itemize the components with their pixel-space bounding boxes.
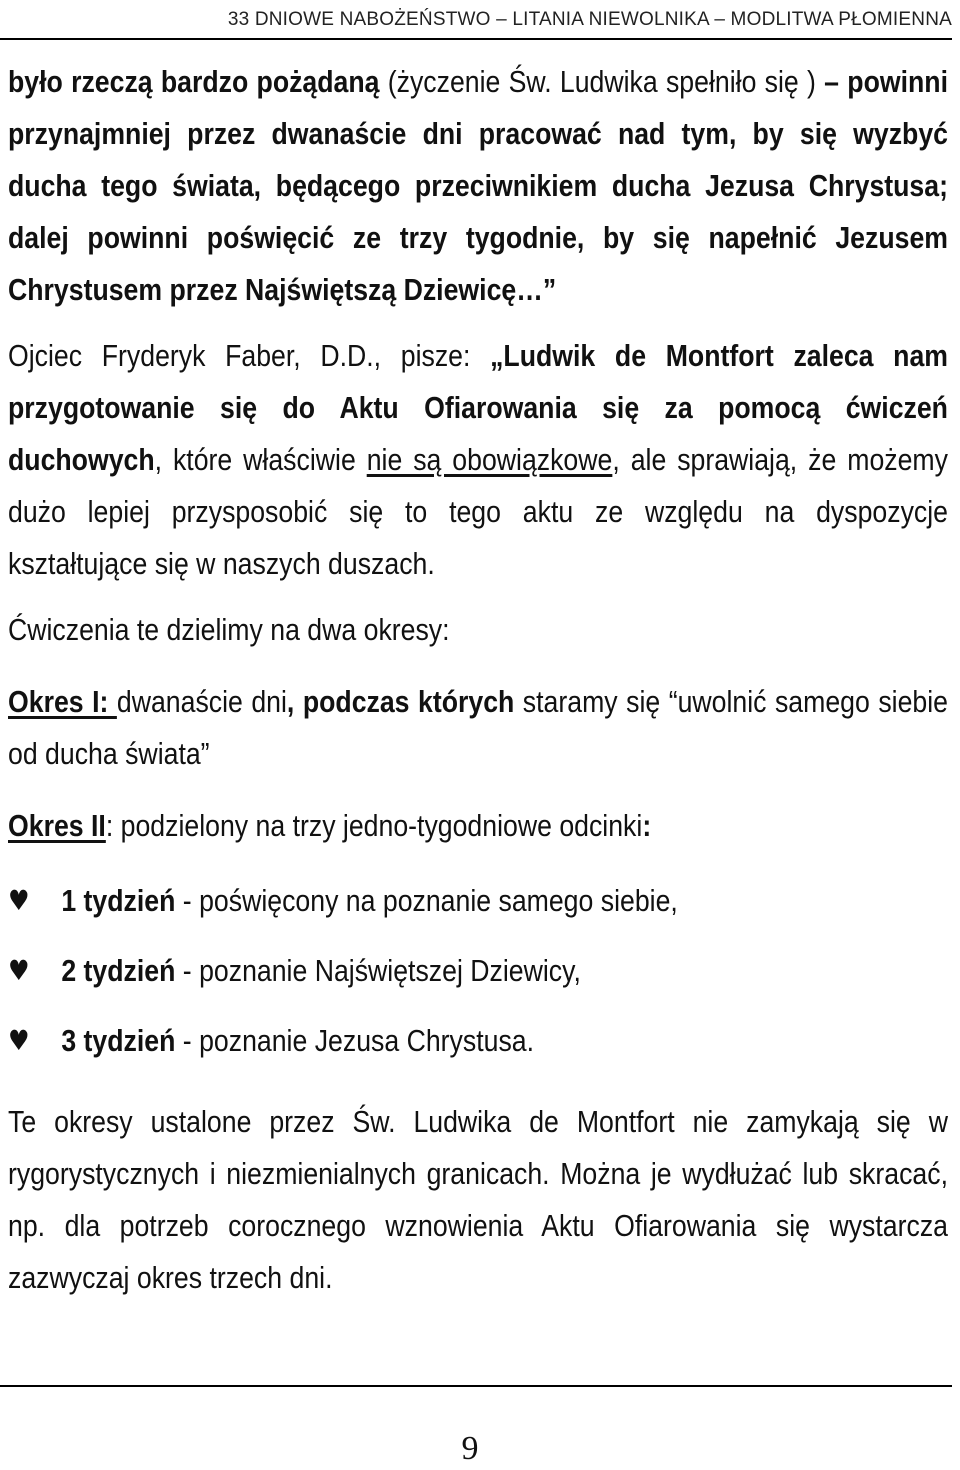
week-label: 1 tydzień xyxy=(61,883,176,918)
week-text: - poznanie Najświętszej Dziewicy, xyxy=(175,953,581,988)
paragraph-last: Te okresy ustalone przez Św. Ludwika de Montfort nie zamykają się w rygorystycznych i niezmienialnych granicach. Można je wydłużać lub skracać, np. dla potrzeb corocznego wznowienia Aktu Ofiarowania się wystarcza zazwyczaj okres trzech dni. xyxy=(8,1104,948,1295)
paragraph-2 xyxy=(8,330,948,590)
okres-2 xyxy=(8,800,948,852)
para1-bold-end: – powinni przynajmniej przez dwanaście dni pracować nad tym, by się wyzbyć ducha tego świata, będącego przeciwnikiem ducha Jezusa Chrystusa; dalej powinni poświęcić ze trzy tygodnie, by się napełnić Jezusem Chrystusem przez Najświętszą Dziewicę…” xyxy=(8,64,948,307)
week-label: 3 tydzień xyxy=(61,1023,176,1058)
footer-divider xyxy=(0,1385,952,1387)
para2-author: Ojciec Fryderyk Faber, D.D., pisze: xyxy=(8,338,491,373)
page-body xyxy=(8,56,948,1304)
para1-plain: (życzenie Św. Ludwika spełniło się ) xyxy=(379,64,825,99)
week-item xyxy=(8,1006,948,1076)
running-header: 33 DNIOWE NABOŻEŃSTWO – LITANIA NIEWOLNIKA – MODLITWA PŁOMIENNA xyxy=(227,9,952,30)
week-item xyxy=(8,866,948,936)
okres-1 xyxy=(8,676,948,780)
paragraph-1 xyxy=(8,56,948,316)
para2-rest: , ale sprawiają, że możemy dużo lepiej przysposobić się to tego aktu ze względu na dyspozycje kształtujące się w naszych duszach. xyxy=(8,442,948,581)
okres-1-rest: staramy się “uwolnić samego siebie od ducha świata” xyxy=(8,684,948,771)
week-label: 2 tydzień xyxy=(61,953,176,988)
header-divider xyxy=(0,38,952,40)
week-text: - poświęcony na poznanie samego siebie, xyxy=(175,883,678,918)
paragraph-3: Ćwiczenia te dzielimy na dwa okresy: xyxy=(8,612,450,647)
week-text: - poznanie Jezusa Chrystusa. xyxy=(175,1023,535,1058)
week-item xyxy=(8,936,948,1006)
okres-1-label: Okres I: xyxy=(8,684,117,719)
heart-bullet-icon: ♥ xyxy=(8,884,30,917)
page-number: 9 xyxy=(461,1430,479,1467)
para1-bold-start: było rzeczą bardzo pożądaną xyxy=(8,64,380,99)
okres-1-days: dwanaście dni xyxy=(116,684,287,719)
para2-plain: , które właściwie xyxy=(154,442,367,477)
heart-bullet-icon: ♥ xyxy=(8,1024,30,1057)
okres-1-bold: , podczas których xyxy=(286,684,515,719)
okres-2-text: : podzielony na trzy jedno-tygodniowe odcinki xyxy=(105,808,643,843)
para2-quote: „Ludwik de Montfort zaleca nam przygotowanie się do Aktu Ofiarowania się za pomocą ćwiczeń duchowych xyxy=(8,338,948,477)
heart-bullet-icon: ♥ xyxy=(8,954,30,987)
okres-2-label: Okres II xyxy=(8,808,106,843)
okres-2-colon: : xyxy=(642,808,652,843)
para2-underlined: nie są obowiązkowe xyxy=(366,442,613,477)
